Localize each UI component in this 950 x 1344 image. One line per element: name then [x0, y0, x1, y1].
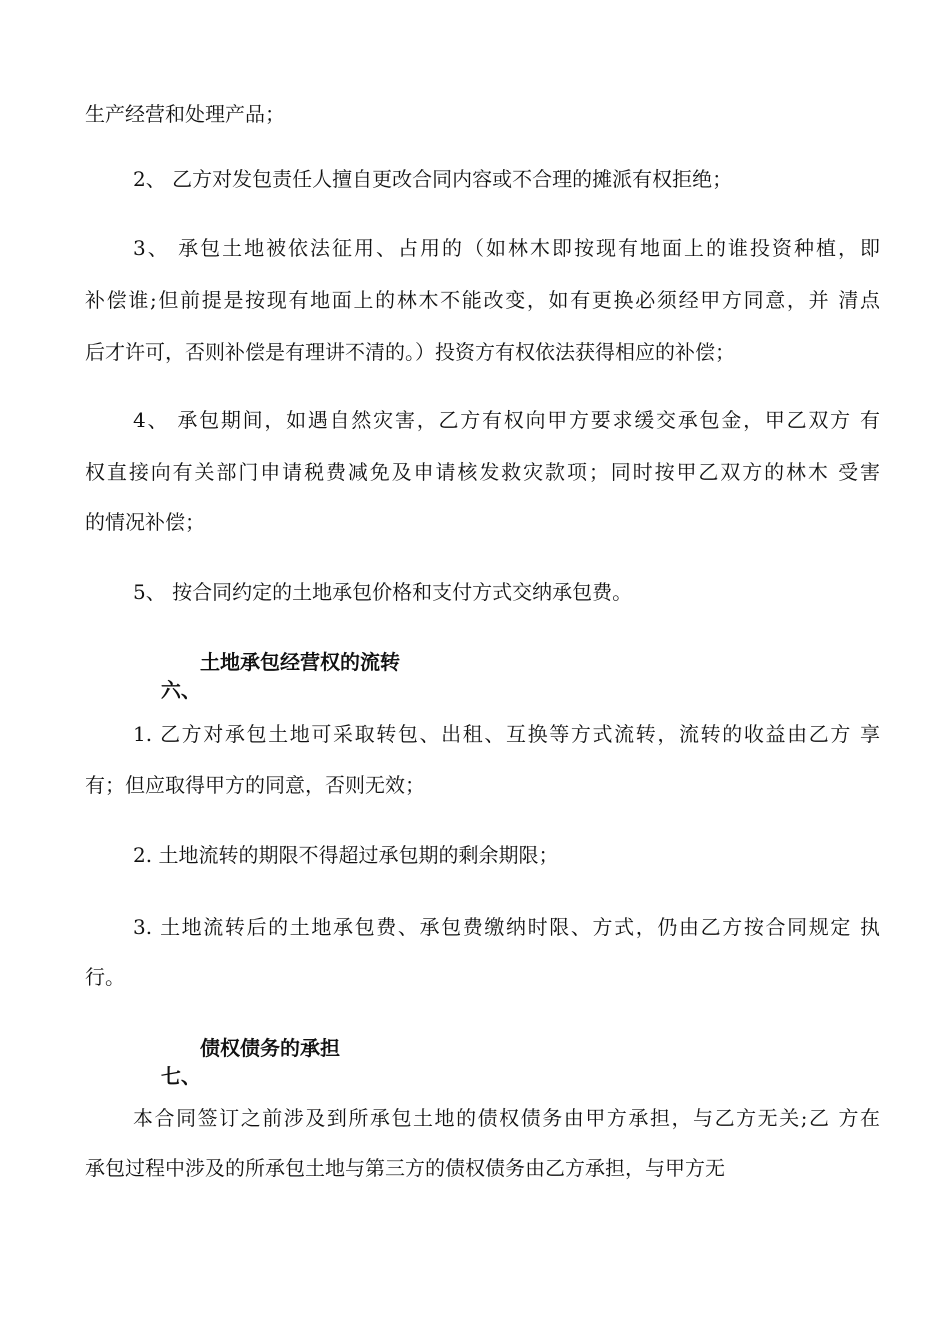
clause-3-line-1: 3、 承包土地被依法征用、占用的（如林木即按现有地面上的谁投资种植，即	[133, 236, 880, 260]
section-number: 六、	[160, 678, 201, 702]
section-heading-6	[133, 648, 400, 702]
subclause-3-line-2: 行。	[85, 965, 125, 989]
subclause-1-line-1: 1. 乙方对承包土地可采取转包、出租、互换等方式流转，流转的收益由乙方 享	[133, 722, 880, 746]
clause-2: 2、 乙方对发包责任人擅自更改合同内容或不合理的摊派有权拒绝；	[133, 167, 733, 191]
subclause-3-line-1: 3. 土地流转后的土地承包费、承包费缴纳时限、方式，仍由乙方按合同规定 执	[133, 915, 880, 939]
clause-5: 5、 按合同约定的土地承包价格和支付方式交纳承包费。	[133, 580, 633, 604]
section-title: 债权债务的承担	[200, 1036, 340, 1060]
paragraph-line: 生产经营和处理产品；	[85, 102, 285, 126]
clause-3-line-2: 补偿谁;但前提是按现有地面上的林木不能改变，如有更换必须经甲方同意，并 清点	[85, 288, 880, 312]
subclause-1-line-2: 有；但应取得甲方的同意，否则无效；	[85, 773, 425, 797]
section-number: 七、	[160, 1064, 201, 1088]
section-heading-7	[133, 1034, 340, 1088]
paragraph-7-line-1: 本合同签订之前涉及到所承包土地的债权债务由甲方承担，与乙方无关;乙 方在	[133, 1106, 880, 1130]
section-title: 土地承包经营权的流转	[200, 650, 400, 674]
subclause-2: 2. 土地流转的期限不得超过承包期的剩余期限；	[133, 843, 559, 867]
paragraph-7-line-2: 承包过程中涉及的所承包土地与第三方的债权债务由乙方承担，与甲方无	[85, 1156, 725, 1180]
clause-4-line-3: 的情况补偿；	[85, 510, 205, 534]
clause-4-line-1: 4、 承包期间，如遇自然灾害，乙方有权向甲方要求缓交承包金，甲乙双方 有	[133, 408, 880, 432]
clause-4-line-2: 权直接向有关部门申请税费减免及申请核发救灾款项；同时按甲乙双方的林木 受害	[85, 460, 880, 484]
clause-3-line-3: 后才许可，否则补偿是有理讲不清的。）投资方有权依法获得相应的补偿；	[85, 340, 735, 364]
